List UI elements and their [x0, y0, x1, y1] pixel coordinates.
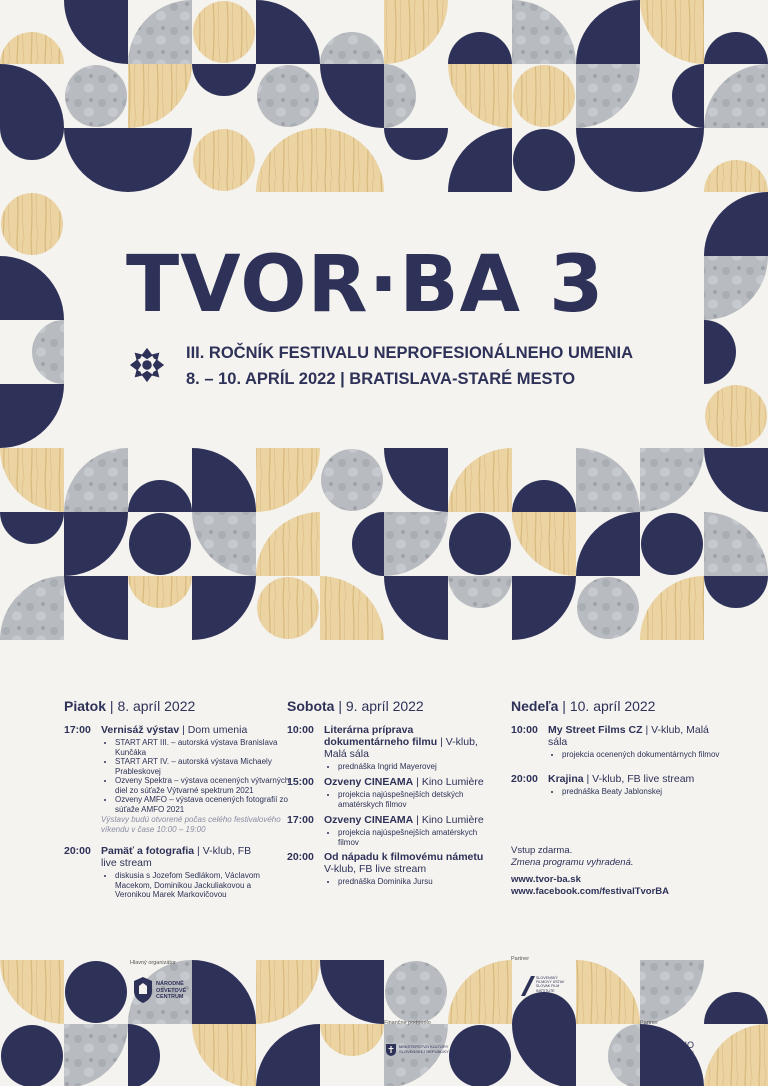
pattern-tile — [193, 1, 255, 63]
pattern-tile — [64, 448, 128, 512]
pattern-tile — [64, 128, 128, 192]
pattern-tile — [128, 480, 192, 512]
partner-label-2: Partner — [640, 1020, 659, 1026]
event-item: 15:00 Ozveny CINEAMA | Kino Lumière • projekcia najúspešnejších detských amatérskych filmov — [287, 776, 497, 812]
pattern-tile — [448, 448, 512, 512]
pattern-tile — [193, 129, 255, 191]
pattern-tile — [704, 448, 768, 512]
pattern-tile — [64, 512, 128, 576]
pattern-tile — [448, 576, 512, 608]
pattern-tile — [576, 512, 640, 576]
pattern-tile — [576, 0, 640, 64]
program-change-note: Zmena programu vyhradená. — [511, 857, 634, 868]
event-item: 10:00 Literárna príprava dokumentárneho filmu | V-klub, Malá sála • prednáška Ingrid Mayerovej — [287, 724, 497, 774]
pattern-tile — [321, 449, 383, 511]
day-header-sunday: Nedeľa | 10. apríl 2022 — [511, 698, 656, 714]
event-details: • diskusia s Jozefom Sedlákom, Václavom Macekom, Dominikou Jackuliakovou a Veronikou Marek Markovičovou — [101, 871, 261, 900]
pattern-tile — [320, 32, 384, 64]
ministry-logo: MINISTERSTVO KULTÚRY SLOVENSKEJ REPUBLIKY — [386, 1044, 456, 1062]
pattern-tile — [192, 576, 256, 640]
pattern-tile — [384, 128, 448, 160]
event-item: 10:00 My Street Films CZ | V-klub, Malá sála • projekcia ocenených dokumentárnych filmov — [511, 724, 731, 772]
pattern-tile — [384, 576, 448, 640]
website-link[interactable]: www.tvor-ba.sk — [511, 874, 581, 885]
pattern-tile — [0, 128, 64, 160]
pattern-tile — [512, 992, 576, 1024]
pattern-tile — [192, 512, 256, 576]
free-entry-text: Vstup zdarma. — [511, 845, 573, 856]
pattern-tile — [704, 512, 768, 576]
pattern-tile — [257, 577, 319, 639]
event-item: 20:00 Od nápadu k filmovému námetu V-klub, FB live stream • prednáška Dominika Jursu — [287, 851, 497, 891]
pattern-tile — [256, 128, 320, 192]
noc-logo: NÁRODNÉ OSVETOVÉ CENTRUM — [132, 977, 202, 1007]
pattern-tile — [320, 128, 384, 192]
pattern-tile — [384, 448, 448, 512]
pattern-tile — [1, 193, 63, 255]
pattern-tile — [128, 1024, 160, 1086]
pattern-tile — [192, 1024, 256, 1086]
pattern-tile — [704, 320, 736, 384]
event-item: 20:00 Krajina | V-klub, FB live stream • prednáška Beaty Jablonskej — [511, 773, 731, 803]
pattern-tile — [512, 512, 576, 576]
exhibition-hours-note: Výstavy budú otvorené počas celého festivalového víkendu v čase 10:00 – 19:00 — [101, 815, 281, 834]
pattern-tile — [385, 961, 447, 1023]
pattern-tile — [513, 65, 575, 127]
partner-label-1: Partner — [511, 956, 530, 962]
pattern-tile — [640, 960, 704, 1024]
pattern-tile — [128, 576, 192, 608]
pattern-tile — [384, 512, 448, 576]
pattern-tile — [577, 577, 639, 639]
pattern-tile — [672, 64, 704, 128]
event-details: • prednáška Dominika Jursu — [324, 877, 494, 887]
pattern-tile — [576, 960, 640, 1024]
pattern-tile — [576, 64, 640, 128]
pattern-tile — [448, 960, 512, 1024]
pattern-tile — [0, 384, 64, 448]
pattern-tile — [640, 448, 704, 512]
pattern-tile — [384, 64, 416, 128]
pattern-tile — [64, 0, 128, 64]
pattern-tile — [320, 960, 384, 1024]
pattern-tile — [449, 513, 511, 575]
pattern-tile — [704, 192, 768, 256]
pattern-tile — [640, 576, 704, 640]
pattern-tile — [0, 256, 64, 320]
pattern-tile — [0, 576, 64, 640]
pattern-tile — [448, 64, 512, 128]
pattern-tile — [640, 0, 704, 64]
funding-label: Finančne podporilo — [384, 1020, 431, 1026]
pattern-tile — [448, 128, 512, 192]
pattern-tile — [128, 128, 192, 192]
pattern-tile — [0, 32, 64, 64]
event-details: • START ART III. – autorská výstava Branislava Kunčáka • START ART IV. – autorská výstava Michaely Prableskovej • Ozveny Spektra – výstava ocenených výtvarných diel zo súťaže Výtvarné spektrum 2021 • Ozveny AMFO – výstava ocenených fotografií zo súťaže AMFO 2021 — [101, 738, 291, 814]
pattern-tile — [65, 65, 127, 127]
event-details: • projekcia ocenených dokumentárnych filmov — [548, 750, 723, 760]
festival-dates: 8. – 10. APRÍL 2022 | BRATISLAVA-STARÉ MESTO — [186, 370, 576, 388]
organizer-label: Hlavný organizátor — [130, 960, 176, 966]
pattern-tile — [256, 0, 320, 64]
pattern-tile — [512, 0, 576, 64]
pattern-tile — [512, 480, 576, 512]
pattern-tile — [449, 1025, 511, 1086]
pattern-tile — [704, 160, 768, 192]
pattern-tile — [0, 448, 64, 512]
pattern-tile — [0, 960, 64, 1024]
festival-title: TVOR·BA 3 — [126, 240, 605, 330]
pattern-tile — [641, 513, 703, 575]
pattern-tile — [704, 576, 768, 608]
facebook-link[interactable]: www.facebook.com/festivalTvorBA — [511, 886, 670, 897]
noc-emblem-icon — [132, 977, 154, 1003]
event-item: 17:00 Vernisáž výstav | Dom umenia • START ART III. – autorská výstava Branislava Kunčáka • START ART IV. – autorská výstava Michaely Prableskovej • Ozveny Spektra – výstava ocenených výtvarných diel zo súťaže Výtvarné spektrum 2021 • Ozveny AMFO – výstava ocenených fotografií zo súťaže AMFO 2021 Výstavy budú otvorené počas celého festivalového víkendu v čase 10:00 – 19:00 — [64, 724, 264, 839]
pattern-tile — [256, 960, 320, 1024]
pattern-tile — [65, 961, 127, 1023]
day-header-saturday: Sobota | 9. apríl 2022 — [287, 698, 424, 714]
festival-subtitle: III. ROČNÍK FESTIVALU NEPROFESIONÁLNEHO UMENIA — [186, 344, 634, 362]
pattern-tile — [704, 1024, 768, 1086]
pattern-tile — [705, 385, 767, 447]
pattern-tile — [128, 64, 192, 128]
event-item: 20:00 Pamäť a fotografia | V-klub, FB live stream • diskusia s Jozefom Sedlákom, Václavom Macekom, Dominikou Jackuliakovou a Veronikou Marek Markovičovou — [64, 845, 284, 905]
pattern-tile — [256, 448, 320, 512]
event-item: 17:00 Ozveny CINEAMA | Kino Lumière • projekcia najúspešnejších amatérskych filmov — [287, 814, 497, 850]
pattern-tile — [640, 128, 704, 192]
pattern-tile — [32, 320, 64, 384]
pattern-tile — [64, 576, 128, 640]
event-details: • prednáška Beaty Jablonskej — [548, 787, 723, 797]
pattern-tile — [704, 992, 768, 1024]
pattern-tile — [576, 448, 640, 512]
pattern-tile — [256, 512, 320, 576]
pattern-tile — [512, 1024, 576, 1086]
pattern-tile — [128, 0, 192, 64]
pattern-tile — [352, 512, 384, 576]
pattern-tile — [64, 1024, 128, 1086]
pattern-tile — [256, 1024, 320, 1086]
ornament-icon — [128, 346, 166, 384]
pattern-tile — [192, 448, 256, 512]
kino-lumiere-logo: KINO LUMIÈRE — [653, 1040, 694, 1060]
event-details: • prednáška Ingrid Mayerovej — [324, 762, 494, 772]
pattern-tile — [448, 32, 512, 64]
pattern-tile — [0, 64, 64, 128]
event-details: • projekcia najúspešnejších amatérskych filmov — [324, 828, 494, 847]
pattern-tile — [512, 576, 576, 640]
pattern-tile — [1, 1025, 63, 1086]
pattern-tile — [192, 64, 256, 96]
pattern-tile — [257, 65, 319, 127]
film-strip-icon — [521, 976, 535, 996]
pattern-tile — [576, 128, 640, 192]
pattern-tile — [320, 576, 384, 640]
pattern-tile — [384, 0, 448, 64]
pattern-tile — [513, 129, 575, 191]
pattern-tile — [0, 512, 64, 544]
pattern-tile — [704, 32, 768, 64]
pattern-tile — [704, 64, 768, 128]
pattern-tile — [704, 256, 768, 320]
pattern-tile — [320, 1024, 384, 1056]
slovak-coat-of-arms-icon — [386, 1044, 396, 1056]
event-details: • projekcia najúspešnejších detských amatérskych filmov — [324, 790, 494, 809]
sfu-logo: SLOVENSKÝ FILMOVÝ ÚSTAV SLOVAK FILM INSTITUTE — [521, 974, 571, 996]
day-header-friday: Piatok | 8. apríl 2022 — [64, 698, 196, 714]
pattern-tile — [129, 513, 191, 575]
pattern-tile — [608, 1024, 640, 1086]
pattern-tile — [320, 64, 384, 128]
